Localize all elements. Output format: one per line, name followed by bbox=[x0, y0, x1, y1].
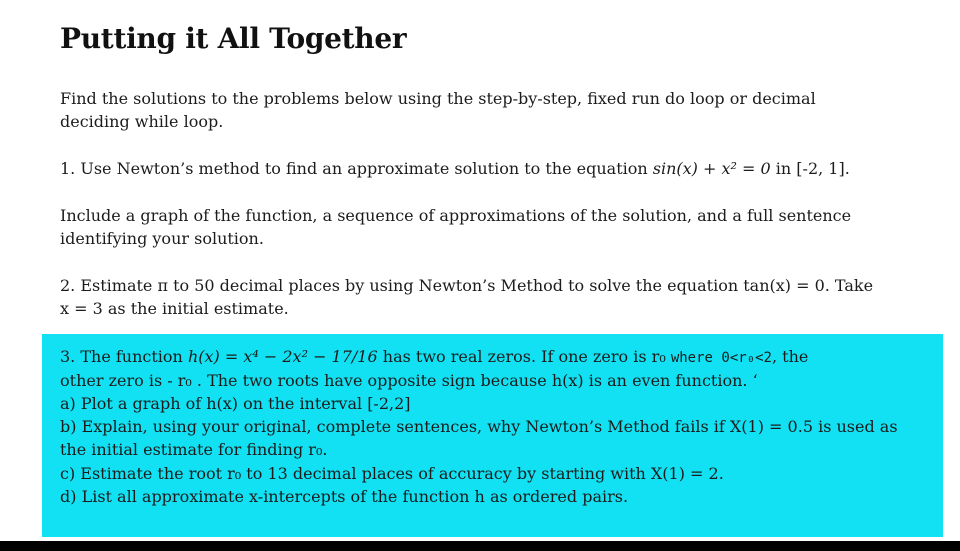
problem-1-equation: sin(x) + x² = 0 bbox=[652, 159, 771, 178]
problem-3-mid: has two real zeros. If one zero is r₀ bbox=[377, 347, 671, 366]
problem-1-include-line-1: Include a graph of the function, a sequence of approximations of the solution, and a full sentence bbox=[60, 206, 852, 225]
problem-3-part-b-line-2: the initial estimate for finding r₀. bbox=[60, 440, 328, 459]
problem-3-suffix: , the bbox=[771, 347, 809, 366]
problem-3-part-d: d) List all approximate x-intercepts of the function h as ordered pairs. bbox=[60, 487, 629, 506]
page-title: Putting it All Together bbox=[60, 22, 407, 55]
problem-3-part-b-line-1: b) Explain, using your original, complete sentences, why Newton’s Method fails if X(1) = 0.5 is used as bbox=[60, 417, 898, 436]
problem-3-equation: h(x) = x⁴ − 2x² − 17/16 bbox=[187, 347, 378, 366]
problem-1 bbox=[60, 157, 930, 180]
problem-2-line-1: 2. Estimate π to 50 decimal places by using Newton’s Method to solve the equation tan(x) = 0. Take bbox=[60, 276, 874, 295]
problem-1-prefix: 1. Use Newton’s method to find an approximate solution to the equation bbox=[60, 159, 653, 178]
problem-1-include-line-2: identifying your solution. bbox=[60, 229, 264, 248]
problem-1-suffix: in [-2, 1]. bbox=[770, 159, 850, 178]
problem-3-line-2: other zero is - r₀ . The two roots have opposite sign because h(x) is an even function. ‘ bbox=[60, 371, 758, 390]
problem-2-line-2: x = 3 as the initial estimate. bbox=[60, 299, 289, 318]
intro-line-1: Find the solutions to the problems below using the step-by-step, fixed run do loop or decimal bbox=[60, 89, 816, 108]
intro-line-2: deciding while loop. bbox=[60, 112, 224, 131]
problem-3-prefix: 3. The function bbox=[60, 347, 188, 366]
problem-3-line-1 bbox=[60, 345, 808, 370]
problem-3-part-a: a) Plot a graph of h(x) on the interval [-2,2] bbox=[60, 394, 411, 413]
problem-3-mono: where 0<r₀<2 bbox=[670, 350, 772, 366]
problem-3-part-c: c) Estimate the root r₀ to 13 decimal places of accuracy by starting with X(1) = 2. bbox=[60, 464, 724, 483]
bottom-bar bbox=[0, 541, 960, 551]
